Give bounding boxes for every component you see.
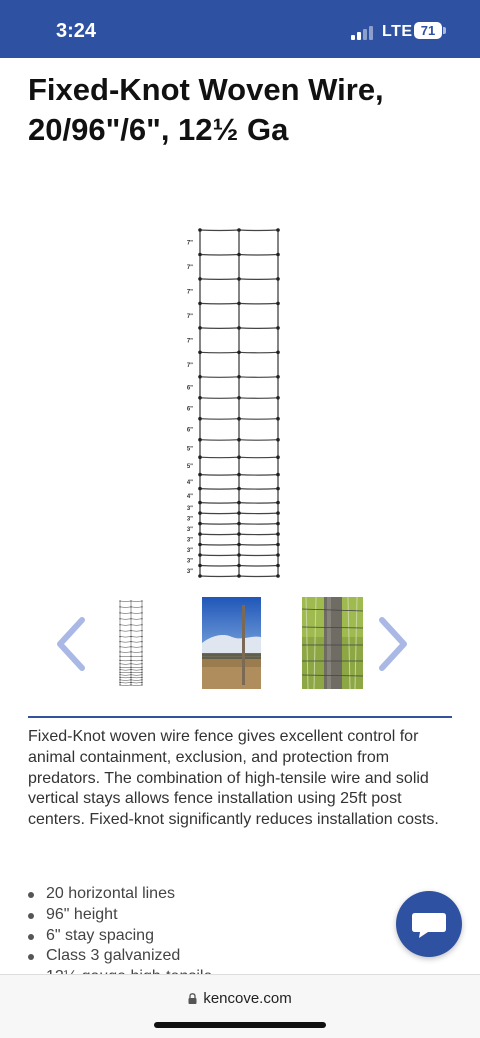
spacing-label: 6" [186, 385, 193, 392]
fence-knot [276, 351, 280, 355]
fence-knot [119, 672, 120, 673]
fence-knot [237, 417, 241, 421]
chat-bubble-icon [396, 891, 462, 957]
fence-knot [130, 677, 131, 678]
fence-knot [198, 228, 202, 232]
fence-knot [276, 564, 280, 568]
fence-knot [130, 656, 131, 657]
fence-knot [237, 501, 241, 505]
fence-knot [198, 553, 202, 557]
fence-knot [237, 543, 241, 547]
fence-knot [276, 375, 280, 379]
bullet-icon [28, 954, 34, 960]
fence-knot [237, 532, 241, 536]
fence-knot [119, 660, 120, 661]
fence-knot [141, 674, 142, 675]
fence-knot [237, 396, 241, 400]
fence-diagram-image[interactable] [176, 222, 288, 584]
fence-knot [237, 487, 241, 491]
fence-knot [237, 351, 241, 355]
fence-knot [276, 532, 280, 536]
fence-knot [119, 651, 120, 652]
fence-knot [237, 326, 241, 330]
fence-knot [141, 624, 142, 625]
fence-knot [198, 277, 202, 281]
fence-knot [130, 651, 131, 652]
fence-knot [141, 636, 142, 637]
fence-knot [237, 553, 241, 557]
fence-field-photo[interactable] [202, 597, 261, 689]
fence-knot [119, 663, 120, 664]
spacing-label: 5" [186, 446, 193, 453]
fence-knot [141, 663, 142, 664]
fence-knot [141, 630, 142, 631]
fence-knot [198, 326, 202, 330]
feature-item: 6" stay spacing [28, 926, 428, 947]
fence-knot [119, 606, 120, 607]
spacing-label: 6" [186, 427, 193, 434]
fence-knot [198, 473, 202, 477]
spacing-label: 3" [186, 569, 193, 575]
spacing-label: 7" [186, 362, 193, 369]
fence-knot [276, 302, 280, 306]
fence-knot [276, 417, 280, 421]
fence-knot [198, 522, 202, 526]
network-type: LTE [382, 23, 413, 40]
url-text: kencove.com [203, 990, 292, 1007]
fence-knot [141, 672, 142, 673]
fence-knot [130, 663, 131, 664]
fence-knot [130, 679, 131, 680]
fence-knot [198, 375, 202, 379]
fence-knot [119, 674, 120, 675]
fence-knot [119, 624, 120, 625]
fence-knot [119, 630, 120, 631]
fence-knot [198, 511, 202, 515]
feature-item: 20 horizontal lines [28, 884, 428, 905]
fence-knot [237, 473, 241, 477]
fence-knot [141, 606, 142, 607]
fence-knot [237, 511, 241, 515]
fence-knot [237, 277, 241, 281]
fence-knot [141, 656, 142, 657]
fence-knot [276, 487, 280, 491]
fence-knot [237, 228, 241, 232]
spacing-label: 3" [186, 506, 193, 512]
lock-icon [188, 993, 197, 1004]
fence-knot [130, 624, 131, 625]
fence-knot [276, 543, 280, 547]
fence-knot [198, 302, 202, 306]
feature-item: Class 3 galvanized [28, 946, 428, 967]
spacing-label: 7" [186, 338, 193, 345]
fence-knot [119, 684, 120, 685]
fence-knot [141, 600, 142, 601]
section-divider [28, 716, 452, 718]
fence-knot [141, 641, 142, 642]
fence-knot [276, 253, 280, 257]
fence-knot [276, 511, 280, 515]
fence-knot [130, 630, 131, 631]
fence-knot [141, 682, 142, 683]
fence-knot [130, 684, 131, 685]
battery-level: 71 [420, 23, 436, 38]
spacing-label: 6" [186, 406, 193, 413]
fence-knot [119, 646, 120, 647]
fence-knot [119, 677, 120, 678]
fence-knot [276, 501, 280, 505]
fence-knot [119, 669, 120, 670]
fence-knot [130, 669, 131, 670]
fence-knot [141, 618, 142, 619]
fence-knot [130, 667, 131, 668]
fence-knot [119, 667, 120, 668]
spacing-label: 4" [186, 493, 193, 500]
feature-list [28, 884, 428, 974]
spacing-label: 3" [186, 537, 193, 544]
address-bar[interactable] [0, 990, 480, 1007]
image-gallery [0, 594, 480, 694]
feature-item: 96" height [28, 905, 428, 926]
fence-knot [141, 677, 142, 678]
fence-knot [119, 618, 120, 619]
spacing-label: 3" [186, 516, 193, 523]
fence-knot [119, 612, 120, 613]
fence-knot [276, 438, 280, 442]
fence-knot [237, 455, 241, 459]
fence-knot [237, 438, 241, 442]
chevron-right-icon[interactable] [372, 614, 412, 674]
home-indicator [154, 1022, 326, 1028]
fence-knot [130, 660, 131, 661]
fence-knot [198, 543, 202, 547]
fence-knot [237, 253, 241, 257]
fence-knot [276, 574, 280, 578]
fence-knot [276, 277, 280, 281]
status-time: 3:24 [56, 20, 97, 42]
fence-knot [276, 228, 280, 232]
fence-knot [276, 553, 280, 557]
chat-button[interactable] [396, 891, 462, 957]
fence-knot [130, 646, 131, 647]
fence-knot [130, 636, 131, 637]
product-description: Fixed-Knot woven wire fence gives excellent control for animal containment, exclusion, and protection from predators. The combination of high-tensile wire and solid vertical stays allows fence installation using 25ft post centers. Fixed-knot significantly reduces installation costs. [28, 728, 439, 829]
fence-knot [198, 564, 202, 568]
fence-knot [130, 672, 131, 673]
spacing-label: 3" [186, 558, 193, 565]
fence-knot [119, 641, 120, 642]
spacing-label: 7" [186, 240, 193, 247]
fence-knot [276, 326, 280, 330]
spacing-label: 5" [186, 464, 193, 471]
fence-knot [198, 438, 202, 442]
chevron-left-icon[interactable] [52, 614, 92, 674]
fence-knot [130, 682, 131, 683]
fence-knot [198, 396, 202, 400]
fence-knot [198, 532, 202, 536]
bullet-icon [28, 934, 34, 940]
browser-bottom-bar [0, 974, 480, 1038]
fence-knot [141, 679, 142, 680]
fence-knot [119, 636, 120, 637]
fence-knot [130, 618, 131, 619]
fence-knot [198, 417, 202, 421]
fence-knot [119, 600, 120, 601]
fence-knot [276, 522, 280, 526]
cellular-signal-icon [351, 24, 375, 40]
fence-knot [141, 612, 142, 613]
fence-knot [119, 679, 120, 680]
fence-post-closeup-photo[interactable] [302, 597, 363, 689]
fence-knot [130, 612, 131, 613]
fence-knot [130, 600, 131, 601]
fence-knot [237, 375, 241, 379]
spacing-label: 3" [186, 527, 193, 533]
fence-knot [276, 473, 280, 477]
fence-knot [141, 684, 142, 685]
spacing-label: 4" [186, 479, 193, 486]
fence-knot [237, 302, 241, 306]
fence-knot [198, 253, 202, 257]
fence-knot [237, 564, 241, 568]
fence-knot [141, 646, 142, 647]
fence-diagram-thumbnail[interactable] [114, 597, 148, 689]
spacing-label: 7" [186, 289, 193, 296]
fence-knot [141, 660, 142, 661]
fence-knot [198, 455, 202, 459]
fence-knot [130, 606, 131, 607]
fence-knot [141, 667, 142, 668]
product-title: Fixed-Knot Woven Wire, 20/96"/6", 12½ Ga [28, 72, 384, 147]
fence-knot [237, 574, 241, 578]
fence-knot [119, 682, 120, 683]
fence-knot [119, 656, 120, 657]
spacing-label: 7" [186, 264, 193, 271]
fence-knot [141, 651, 142, 652]
battery-icon [414, 22, 442, 39]
fence-knot [198, 487, 202, 491]
fence-knot [141, 669, 142, 670]
bullet-icon [28, 892, 34, 898]
spacing-label: 3" [186, 548, 193, 554]
fence-knot [198, 574, 202, 578]
status-bar [0, 0, 480, 58]
fence-knot [198, 351, 202, 355]
spacing-label: 7" [186, 313, 193, 320]
fence-knot [276, 396, 280, 400]
fence-knot [198, 501, 202, 505]
fence-knot [130, 674, 131, 675]
fence-knot [237, 522, 241, 526]
fence-knot [276, 455, 280, 459]
bullet-icon [28, 913, 34, 919]
battery-nub [443, 27, 446, 34]
fence-knot [130, 641, 131, 642]
